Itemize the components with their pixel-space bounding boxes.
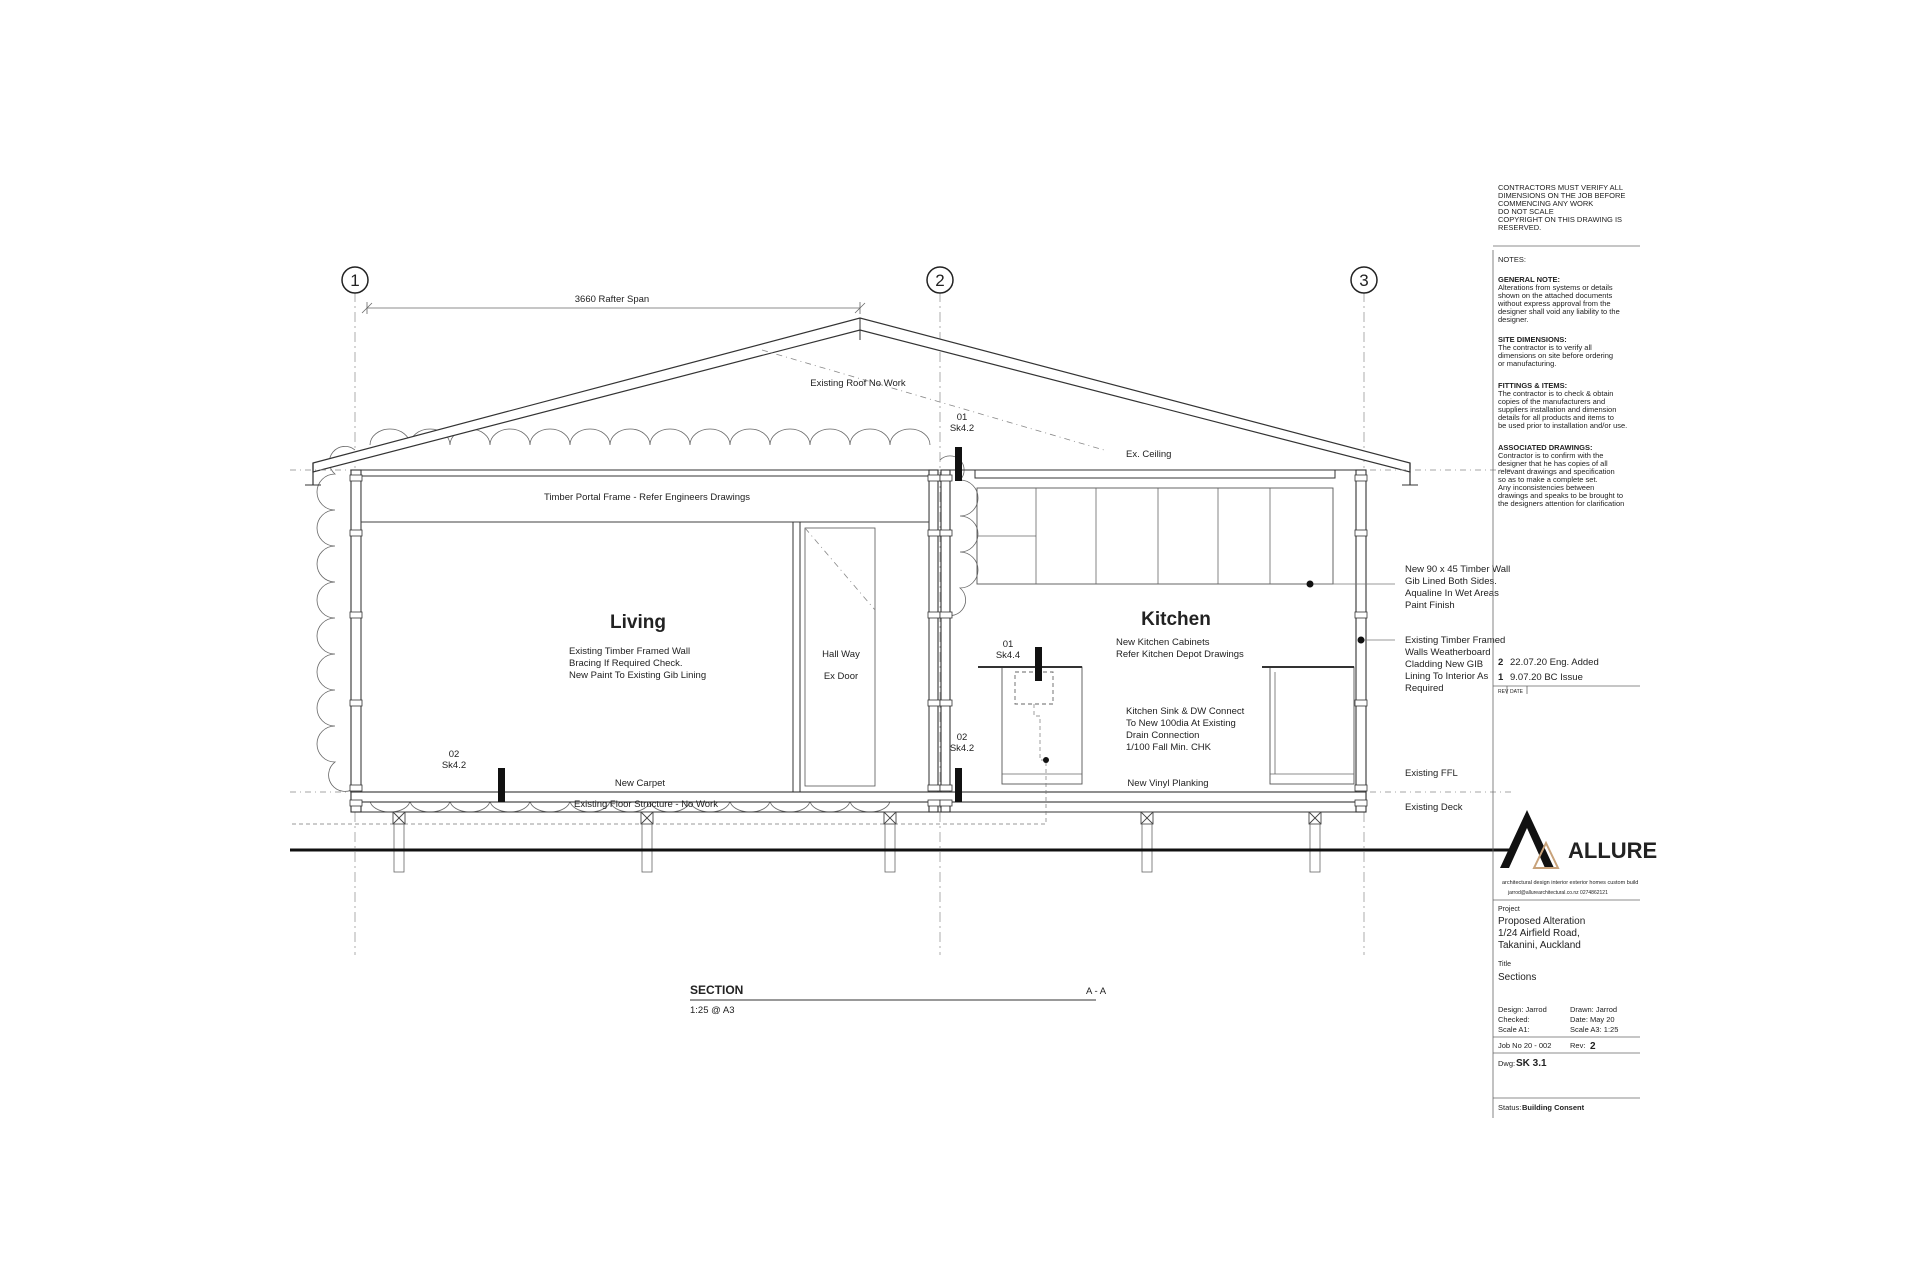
svg-text:Sections: Sections [1498, 972, 1537, 983]
ex-ceiling-note: Ex. Ceiling [1126, 449, 1172, 460]
svg-text:or manufacturing.: or manufacturing. [1498, 359, 1557, 368]
svg-text:02: 02 [448, 749, 460, 760]
section-title [690, 983, 1107, 1016]
svg-text:jarrod@allurearchitectural.co.: jarrod@allurearchitectural.co.nz 0274862121 [1508, 890, 1608, 896]
svg-text:Sk4.2: Sk4.2 [949, 743, 975, 754]
svg-text:2: 2 [1498, 657, 1504, 668]
svg-text:Job No 20 - 002: Job No 20 - 002 [1498, 1041, 1552, 1050]
floor-structure-note: Existing Floor Structure - No Work [574, 799, 718, 810]
svg-text:RESERVED.: RESERVED. [1498, 223, 1542, 232]
svg-text:Sk4.2: Sk4.2 [441, 760, 467, 771]
grid-bubble-2 [927, 267, 953, 293]
grid-bubble-3 [1351, 267, 1377, 293]
svg-text:1: 1 [1498, 672, 1504, 683]
hallway-label [822, 649, 860, 682]
foundation-piles [290, 812, 1512, 872]
existing-ffl-note: Existing FFL [1405, 768, 1458, 779]
svg-text:dimensions on site before orde: dimensions on site before ordering [1498, 351, 1614, 360]
svg-text:be used prior to installation: be used prior to installation and/or use. [1498, 421, 1628, 430]
svg-text:9.07.20 BC Issue: 9.07.20 BC Issue [1510, 672, 1583, 683]
svg-text:Bracing If Required Check.: Bracing If Required Check. [569, 658, 683, 669]
svg-text:New 90 x 45 Timber Wall: New 90 x 45 Timber Wall [1405, 564, 1511, 575]
svg-text:01: 01 [1002, 639, 1014, 650]
svg-text:CONTRACTORS MUST VERIFY ALL: CONTRACTORS MUST VERIFY ALL [1498, 183, 1624, 192]
svg-text:ASSOCIATED DRAWINGS:: ASSOCIATED DRAWINGS: [1498, 443, 1593, 452]
svg-text:SITE DIMENSIONS:: SITE DIMENSIONS: [1498, 335, 1567, 344]
svg-text:GENERAL NOTE:: GENERAL NOTE: [1498, 275, 1560, 284]
svg-text:Paint Finish: Paint Finish [1405, 600, 1455, 611]
general-note [1497, 275, 1620, 324]
svg-text:REV: REV [1498, 689, 1509, 695]
svg-text:architectural design interior: architectural design interior exterior homes custom build [1502, 880, 1639, 886]
svg-text:SK 3.1: SK 3.1 [1516, 1058, 1547, 1069]
svg-text:Hall Way: Hall Way [822, 649, 860, 660]
sink-note [1126, 706, 1245, 753]
site-dimensions-note [1498, 335, 1613, 368]
new-carpet-note: New Carpet [614, 778, 666, 789]
section-marker-01-sk42 [950, 412, 974, 481]
disclaimer [1498, 183, 1625, 232]
svg-text:copies of the manufacturers an: copies of the manufacturers and [1498, 397, 1606, 406]
svg-text:Rev:: Rev: [1570, 1041, 1586, 1050]
existing-roof-note: Existing Roof No Work [810, 378, 906, 389]
grid-lines [355, 292, 1364, 955]
svg-text:02: 02 [956, 732, 968, 743]
allure-logo [1500, 810, 1657, 896]
svg-text:01: 01 [956, 412, 968, 423]
svg-text:without express approval from: without express approval from the [1498, 299, 1611, 308]
svg-text:Drain Connection: Drain Connection [1126, 730, 1200, 741]
svg-text:The contractor is to check & o: The contractor is to check & obtain [1498, 389, 1614, 398]
svg-text:Any inconsistencies between: Any inconsistencies between [1498, 483, 1595, 492]
drawing-details [1493, 1005, 1640, 1112]
svg-text:Existing Timber Framed Wall: Existing Timber Framed Wall [569, 646, 691, 657]
svg-text:Required: Required [1405, 683, 1444, 694]
svg-text:drawings and speaks to be brou: drawings and speaks to be brought to [1498, 491, 1624, 500]
svg-text:shown on the attached document: shown on the attached documents [1498, 291, 1613, 300]
svg-text:Living: Living [610, 612, 666, 633]
fittings-note [1498, 381, 1627, 430]
roof [305, 318, 1418, 485]
svg-text:2: 2 [935, 271, 945, 290]
svg-text:Takanini, Auckland: Takanini, Auckland [1498, 940, 1581, 951]
svg-text:Building Consent: Building Consent [1522, 1103, 1585, 1112]
section-marker-01-sk44 [996, 639, 1042, 681]
svg-text:Checked:: Checked: [1498, 1015, 1530, 1024]
svg-text:Scale A1:: Scale A1: [1498, 1025, 1530, 1034]
svg-text:Sk4.2: Sk4.2 [949, 423, 975, 434]
rafter-span-dimension [362, 294, 865, 314]
svg-text:ALLURE: ALLURE [1568, 838, 1658, 863]
svg-text:details for all products and i: details for all products and items to [1498, 413, 1614, 422]
svg-text:DIMENSIONS ON THE JOB BEFORE: DIMENSIONS ON THE JOB BEFORE [1498, 191, 1626, 200]
svg-text:Drawn: Jarrod: Drawn: Jarrod [1570, 1005, 1618, 1014]
svg-text:Scale A3: 1:25: Scale A3: 1:25 [1570, 1025, 1619, 1034]
svg-text:Design: Jarrod: Design: Jarrod [1498, 1005, 1547, 1014]
svg-text:Contractor is to confirm with: Contractor is to confirm with the [1498, 451, 1604, 460]
associated-drawings-note [1498, 443, 1624, 508]
svg-text:COMMENCING ANY WORK: COMMENCING ANY WORK [1498, 199, 1594, 208]
svg-text:designer shall void any liabil: designer shall void any liability to the [1498, 307, 1620, 316]
title-block [1493, 183, 1657, 1118]
svg-text:the designers attention for cl: the designers attention for clarification [1498, 499, 1625, 508]
svg-text:To New 100dia At Existing: To New 100dia At Existing [1126, 718, 1236, 729]
new-wall-note [1307, 564, 1511, 611]
svg-text:Existing Timber Framed: Existing Timber Framed [1405, 635, 1506, 646]
vinyl-note: New Vinyl Planking [1127, 778, 1209, 789]
svg-text:SECTION: SECTION [690, 983, 744, 997]
building-frame [350, 470, 1367, 812]
svg-text:Kitchen Sink & DW Connect: Kitchen Sink & DW Connect [1126, 706, 1245, 717]
kitchen-room-label [1116, 609, 1244, 660]
living-room-label [569, 612, 706, 681]
svg-text:designer that he has copies of: designer that he has copies of all [1498, 459, 1608, 468]
grid-bubble-1 [342, 267, 368, 293]
allure-logo-mark [1500, 810, 1554, 868]
dimension-label: 3660 Rafter Span [574, 294, 650, 305]
svg-text:Alterations from systems or de: Alterations from systems or details [1498, 283, 1613, 292]
notes-heading: NOTES: [1498, 255, 1526, 264]
svg-text:Walls Weatherboard: Walls Weatherboard [1405, 647, 1491, 658]
portal-frame-note: Timber Portal Frame - Refer Engineers Drawings [543, 492, 751, 503]
svg-text:suppliers installation and dim: suppliers installation and dimension [1498, 405, 1617, 414]
svg-text:Project: Project [1498, 906, 1520, 913]
svg-text:so as to make a complete set.: so as to make a complete set. [1498, 475, 1598, 484]
svg-text:Ex Door: Ex Door [823, 671, 859, 682]
svg-text:Dwg:: Dwg: [1498, 1059, 1516, 1068]
existing-deck-note: Existing Deck [1405, 802, 1463, 813]
svg-text:Aqualine In Wet Areas: Aqualine In Wet Areas [1405, 588, 1499, 599]
svg-text:New Paint To Existing Gib Lini: New Paint To Existing Gib Lining [569, 670, 707, 681]
svg-text:1: 1 [350, 271, 360, 290]
svg-text:22.07.20 Eng. Added: 22.07.20 Eng. Added [1510, 657, 1599, 668]
svg-text:1/100 Fall Min. CHK: 1/100 Fall Min. CHK [1126, 742, 1212, 753]
svg-text:relevant drawings and specific: relevant drawings and specification [1498, 467, 1615, 476]
revision-table [1493, 657, 1640, 695]
svg-text:DATE: DATE [1510, 689, 1523, 695]
svg-text:Date: May 20: Date: May 20 [1570, 1015, 1615, 1024]
svg-text:Proposed Alteration: Proposed Alteration [1498, 916, 1586, 927]
svg-text:Kitchen: Kitchen [1141, 609, 1211, 630]
svg-text:designer.: designer. [1498, 315, 1529, 324]
svg-text:Sk4.4: Sk4.4 [995, 650, 1021, 661]
svg-text:COPYRIGHT ON THIS DRAWING IS: COPYRIGHT ON THIS DRAWING IS [1498, 215, 1623, 224]
svg-text:DO NOT SCALE: DO NOT SCALE [1498, 207, 1554, 216]
svg-text:Gib Lined Both Sides.: Gib Lined Both Sides. [1405, 576, 1497, 587]
svg-text:1/24 Airfield Road,: 1/24 Airfield Road, [1498, 928, 1580, 939]
svg-text:The contractor is to verify a: The contractor is to verify all [1498, 343, 1592, 352]
project-info [1498, 906, 1585, 983]
svg-text:Lining To Interior As: Lining To Interior As [1405, 671, 1489, 682]
svg-text:Refer Kitchen Depot Drawings: Refer Kitchen Depot Drawings [1116, 649, 1244, 660]
svg-text:3: 3 [1359, 271, 1369, 290]
svg-text:Status:: Status: [1498, 1103, 1522, 1112]
svg-text:1:25 @ A3: 1:25 @ A3 [690, 1005, 735, 1016]
svg-text:New Kitchen Cabinets: New Kitchen Cabinets [1116, 637, 1210, 648]
svg-text:Cladding New GIB: Cladding New GIB [1405, 659, 1484, 670]
existing-wall-note [1358, 635, 1506, 694]
svg-text:A - A: A - A [1086, 986, 1107, 997]
svg-text:FITTINGS & ITEMS:: FITTINGS & ITEMS: [1498, 381, 1568, 390]
svg-text:2: 2 [1590, 1041, 1596, 1052]
svg-text:Title: Title [1498, 961, 1511, 968]
